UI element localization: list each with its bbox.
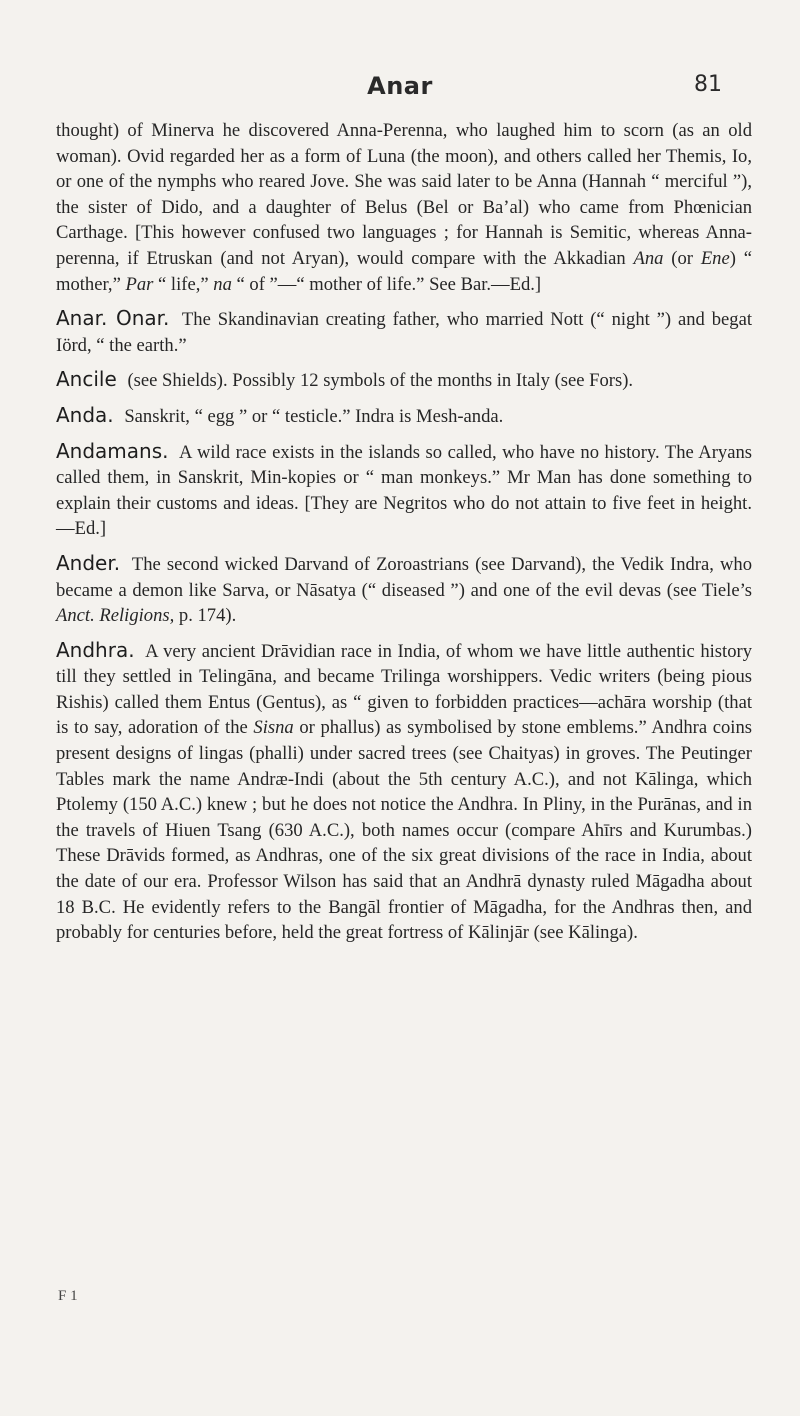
entry-italic: Sisna (253, 717, 294, 739)
entry-text: A very ancient Drāvidian race in India, of whom we have little authentic history till they settled in Telingāna, and became Trilinga worshippers. Vedic writers (being pious Rishis) called them Entus (Gentus), as “ given to forbidden practices—achāra worship (that is to say, adoration of the (56, 640, 752, 739)
intro-text: (or (663, 247, 701, 269)
printer-signature: F 1 (58, 1288, 78, 1304)
entry-andhra (56, 638, 752, 946)
entry-italic: Anct. Religions, (56, 605, 175, 627)
running-head (56, 72, 744, 108)
intro-text: “ of ”—“ mother of life.” See Bar.—Ed.] (231, 273, 542, 295)
running-title: Anar (367, 72, 433, 100)
intro-italic-par: Par (125, 273, 154, 295)
entry-text: Sanskrit, “ egg ” or “ testicle.” Indra is Mesh-anda. (124, 405, 504, 427)
headword: Ancile (56, 367, 117, 392)
headword: Andhra. (56, 637, 135, 662)
entry-text: or phallus) as symbolised by stone emblems.” Andhra coins present designs of lingas (phalli) under sacred trees (see Chaityas) in groves. The Peutinger Tables mark the name Andræ-Indi (about the 5th century A.C.), and not Kālinga, which Ptolemy (150 A.C.) knew ; but he does not notice the Andhra. In Pliny, in the Purānas, and in the travels of Hiuen Tsang (630 A.C.), both names occur (compare Ahīrs and Kurumbas.) These Drāvids formed, as Andhras, one of the six great divisions of the race in India, about the date of our era. Professor Wilson has said that an Andhrā dynasty ruled Māgadha about 18 B.C. He evidently refers to the Bangāl frontier of Māgadha, for the Andhras then, and probably for centuries before, held the great fortress of Kālinjār (see Kālinga). (56, 717, 752, 944)
intro-text: ) “ mother,” (56, 247, 752, 295)
entry-anar (56, 306, 752, 358)
entry-text: (see Shields). Possibly 12 symbols of the months in Italy (see Fors). (127, 370, 634, 392)
entry-text: A wild race exists in the islands so called, who have no history. The Aryans called them, in Sanskrit, Min-kopies or “ man monkeys.” Mr Man has done something to explain their customs and ideas. [They are Negritos who do not attain to five feet in height.—Ed.] (56, 441, 752, 540)
intro-paragraph (56, 118, 752, 297)
headword: Anda. (56, 402, 114, 427)
intro-italic-ene: Ene (700, 247, 730, 269)
intro-text: “ life,” (153, 273, 214, 295)
intro-text: thought) of Minerva he discovered Anna-Perenna, who laughed him to scorn (as an old woman). Ovid regarded her as a form of Luna (the moon), and others called her Themis, Io, or one of the nymphs who reared Jove. She was said later to be Anna (Hannah “ merciful ”), the sister of Dido, and a daughter of Belus (Bel or Ba’al) who came from Phœnician Carthage. [This however confused two languages ; for Hannah is Semitic, whereas Anna-perenna, if Etruskan (and not Aryan), would compare with the Akkadian (56, 120, 752, 269)
entry-text: The Skandinavian creating father, who married Nott (“ night ”) and begat Iörd, “ the earth.” (56, 309, 752, 356)
headword: Andamans. (56, 438, 169, 463)
entry-text: The second wicked Darvand of Zoroastrians (see Darvand), the Vedik Indra, who became a demon like Sarva, or Nāsatya (“ diseased ”) and one of the evil devas (see Tiele’s (56, 553, 753, 601)
page-number: 81 (694, 72, 722, 97)
text-body (56, 118, 752, 955)
entry-ancile (56, 367, 752, 394)
intro-italic-ana: Ana (633, 247, 664, 269)
intro-italic-na: na (213, 273, 232, 295)
entry-anda (56, 403, 752, 430)
entry-ander (56, 551, 752, 629)
headword: Anar. Onar. (56, 306, 170, 331)
entry-text: p. 174). (174, 605, 237, 627)
entry-andamans (56, 439, 752, 542)
headword: Ander. (56, 550, 121, 575)
